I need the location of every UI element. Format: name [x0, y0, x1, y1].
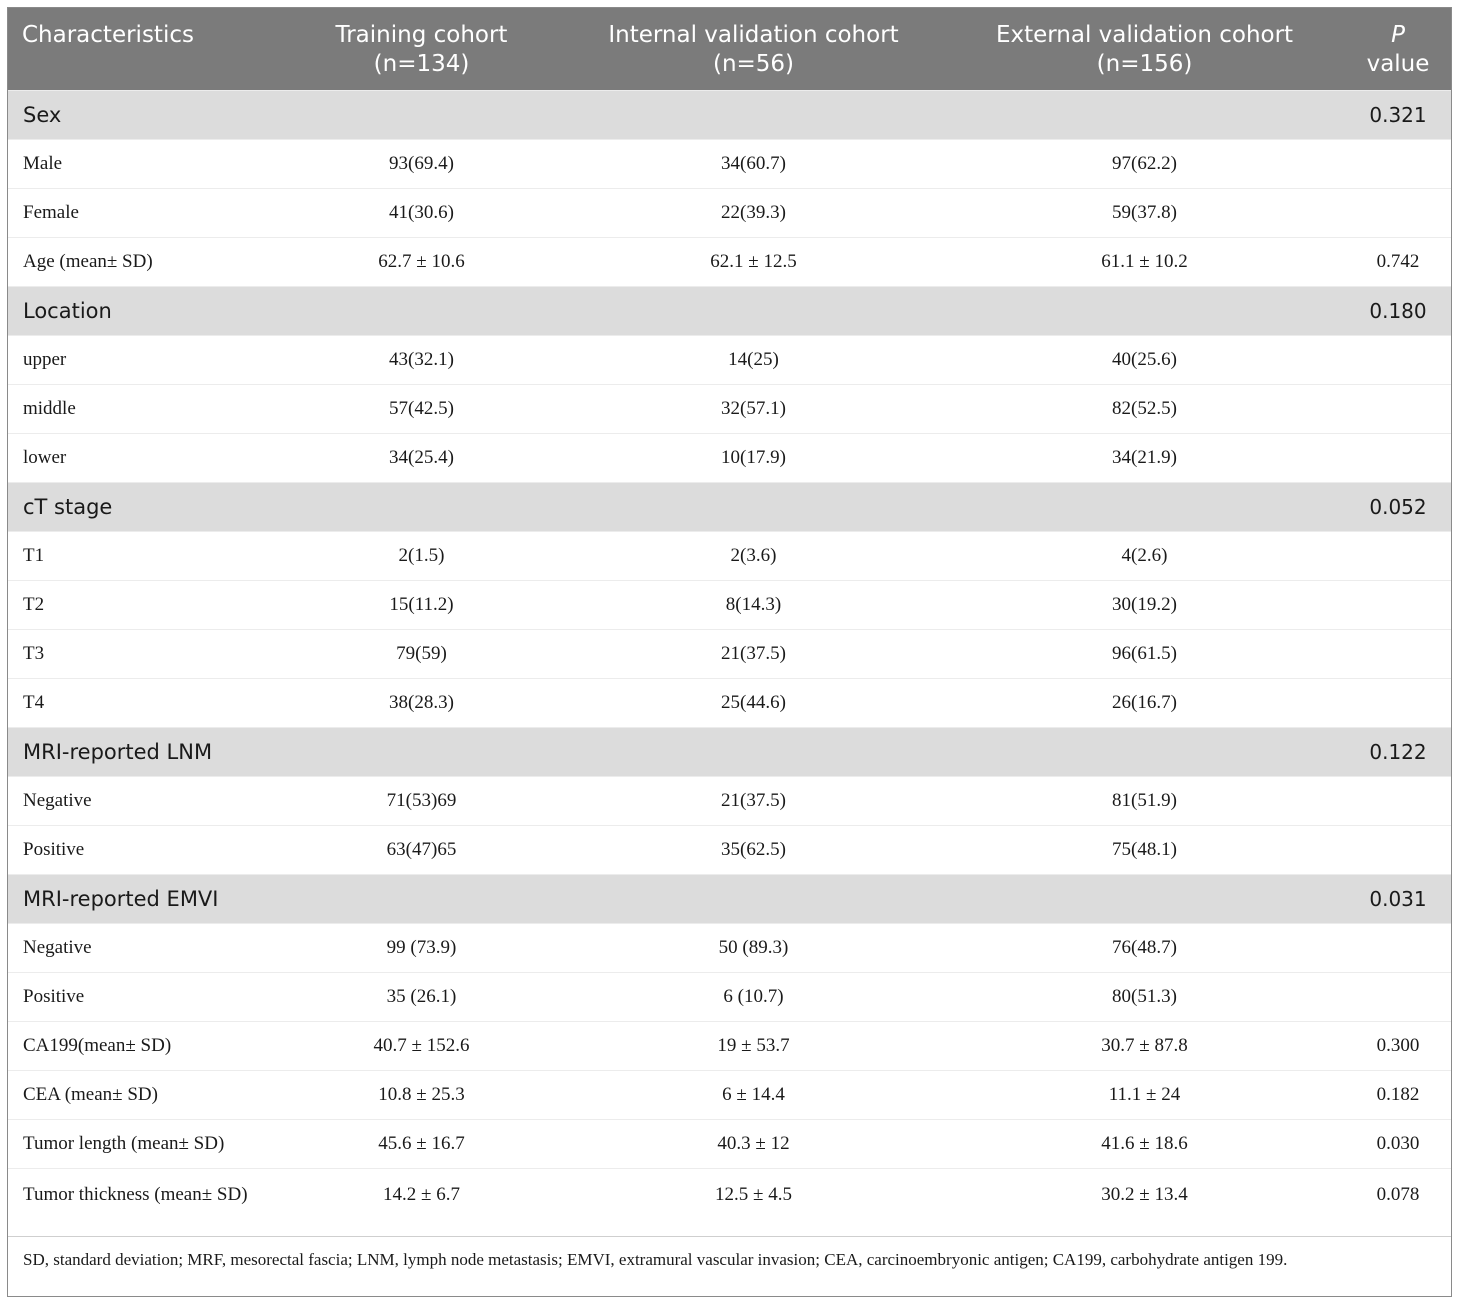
row-label: Tumor length (mean± SD) [23, 1132, 225, 1154]
row-label: T1 [23, 544, 45, 566]
table-row [8, 678, 1451, 727]
cell-training: 57(42.5) [389, 397, 454, 419]
cell-external: 75(48.1) [1112, 838, 1177, 860]
cell-p-value [1345, 335, 1451, 384]
cell-training: 43(32.1) [389, 348, 454, 370]
cell-p-value [1345, 531, 1451, 580]
cell-training: 2(1.5) [398, 544, 445, 566]
cell-p-value [1345, 923, 1451, 972]
cell-internal [563, 482, 944, 531]
cell-training: 10.8 ± 25.3 [378, 1083, 465, 1105]
cell-training [280, 727, 563, 776]
header-training-line1: Training cohort [335, 22, 508, 48]
header-training-line2: (n=134) [373, 51, 470, 77]
cell-p-value [1345, 188, 1451, 237]
cell-p-value [1345, 972, 1451, 1021]
cell-external: 81(51.9) [1112, 789, 1177, 811]
cell-training: 93(69.4) [389, 152, 454, 174]
cell-internal: 50 (89.3) [718, 936, 789, 958]
cell-external: 30.7 ± 87.8 [1101, 1034, 1188, 1056]
cell-internal: 35(62.5) [721, 838, 786, 860]
cell-external: 30(19.2) [1112, 593, 1177, 615]
cell-external: 80(51.3) [1112, 985, 1177, 1007]
row-label: upper [23, 348, 67, 370]
header-training-cohort [280, 8, 563, 90]
cell-external: 82(52.5) [1112, 397, 1177, 419]
header-p-value [1345, 8, 1451, 90]
cell-p-value [1345, 384, 1451, 433]
table-row [8, 923, 1451, 972]
row-label: CEA (mean± SD) [23, 1083, 158, 1105]
row-label: Negative [23, 936, 92, 958]
row-label: T4 [23, 691, 45, 713]
table-row [8, 384, 1451, 433]
cell-p-value [1345, 629, 1451, 678]
row-label: Location [23, 298, 112, 323]
header-internal-line2: (n=56) [712, 51, 795, 77]
header-external-line1: External validation cohort [995, 22, 1294, 48]
cell-external: 30.2 ± 13.4 [1101, 1183, 1188, 1205]
cell-p-value [1345, 139, 1451, 188]
cell-p-value: 0.321 [1369, 102, 1427, 127]
cell-internal: 21(37.5) [721, 789, 786, 811]
cell-external: 11.1 ± 24 [1108, 1083, 1181, 1105]
cell-external [944, 727, 1345, 776]
cell-internal: 32(57.1) [721, 397, 786, 419]
cell-p-value [1345, 825, 1451, 874]
cell-training [280, 874, 563, 923]
row-label: lower [23, 446, 67, 468]
row-label: Female [23, 201, 79, 223]
row-label: Male [23, 152, 63, 174]
footnote-row [8, 1236, 1451, 1284]
row-label: Positive [23, 838, 85, 860]
cell-internal: 14(25) [728, 348, 779, 370]
row-label: cT stage [23, 494, 113, 519]
cell-p-value: 0.030 [1376, 1132, 1420, 1154]
cell-training: 62.7 ± 10.6 [378, 250, 465, 272]
cell-internal: 62.1 ± 12.5 [710, 250, 797, 272]
table-row [8, 237, 1451, 286]
cell-external: 34(21.9) [1112, 446, 1177, 468]
table-row [8, 1070, 1451, 1119]
group-row [8, 874, 1451, 923]
header-p-line1: P [1391, 22, 1405, 48]
cell-internal: 6 (10.7) [723, 985, 784, 1007]
header-row [8, 8, 1451, 90]
group-row [8, 90, 1451, 139]
cell-p-value: 0.182 [1376, 1083, 1420, 1105]
group-row [8, 286, 1451, 335]
cell-external: 40(25.6) [1112, 348, 1177, 370]
header-characteristics: Characteristics [22, 22, 194, 48]
table-footer [8, 1236, 1451, 1284]
table-row [8, 972, 1451, 1021]
header-p-line2: value [1366, 51, 1430, 77]
header-internal-line1: Internal validation cohort [608, 22, 899, 48]
cell-training: 41(30.6) [389, 201, 454, 223]
table-row [8, 1021, 1451, 1070]
group-row [8, 482, 1451, 531]
group-row [8, 727, 1451, 776]
cell-p-value: 0.052 [1369, 494, 1427, 519]
cell-training: 63(47)65 [386, 838, 457, 860]
row-label: CA199(mean± SD) [23, 1034, 172, 1056]
row-label: middle [23, 397, 76, 419]
row-label: Age (mean± SD) [23, 250, 153, 272]
cell-training [280, 286, 563, 335]
cell-training: 45.6 ± 16.7 [378, 1132, 465, 1154]
cell-internal [563, 286, 944, 335]
cell-p-value [1345, 580, 1451, 629]
cell-external [944, 286, 1345, 335]
cell-training: 14.2 ± 6.7 [383, 1183, 460, 1205]
cell-training: 15(11.2) [389, 593, 454, 615]
row-label: Tumor thickness (mean± SD) [23, 1183, 248, 1205]
cell-external: 76(48.7) [1112, 936, 1177, 958]
table-row [8, 580, 1451, 629]
header-external-line2: (n=156) [1096, 51, 1193, 77]
cell-external: 61.1 ± 10.2 [1101, 250, 1188, 272]
cell-external [944, 482, 1345, 531]
cell-p-value: 0.122 [1369, 739, 1427, 764]
table-header [8, 8, 1451, 90]
cell-external [944, 90, 1345, 139]
cell-p-value [1345, 776, 1451, 825]
cell-external: 4(2.6) [1121, 544, 1168, 566]
cell-internal [563, 727, 944, 776]
cell-internal: 22(39.3) [721, 201, 786, 223]
cell-internal [563, 874, 944, 923]
row-label: Positive [23, 985, 85, 1007]
cell-p-value: 0.742 [1376, 250, 1420, 272]
row-label: Sex [23, 102, 62, 127]
table-row [8, 1119, 1451, 1168]
cell-p-value: 0.078 [1376, 1183, 1420, 1205]
footnote: SD, standard deviation; MRF, mesorectal fascia; LNM, lymph node metastasis; EMVI, extramural vascular invasion; CEA, carcinoembryonic antigen; CA199, carbohydrate antigen 199. [23, 1250, 1288, 1270]
table-row [8, 531, 1451, 580]
row-label: MRI-reported LNM [23, 739, 213, 764]
table-body [8, 90, 1451, 1236]
cell-internal: 12.5 ± 4.5 [715, 1183, 792, 1205]
row-label: MRI-reported EMVI [23, 886, 219, 911]
table-row [8, 139, 1451, 188]
cell-internal: 34(60.7) [721, 152, 786, 174]
cell-p-value: 0.031 [1369, 886, 1427, 911]
header-external-cohort [944, 8, 1345, 90]
table-row [8, 335, 1451, 384]
cell-external: 59(37.8) [1112, 201, 1177, 223]
cell-p-value [1345, 433, 1451, 482]
cell-p-value: 0.300 [1376, 1034, 1420, 1056]
cell-internal: 21(37.5) [721, 642, 786, 664]
cell-external: 41.6 ± 18.6 [1101, 1132, 1188, 1154]
cell-internal: 8(14.3) [725, 593, 782, 615]
cell-internal: 2(3.6) [730, 544, 777, 566]
cell-training: 79(59) [396, 642, 447, 664]
cell-external: 97(62.2) [1112, 152, 1177, 174]
cell-internal: 40.3 ± 12 [717, 1132, 790, 1154]
cell-training: 71(53)69 [386, 789, 457, 811]
cell-training: 38(28.3) [389, 691, 454, 713]
cell-training: 40.7 ± 152.6 [373, 1034, 470, 1056]
row-label: T2 [23, 593, 45, 615]
table-row [8, 188, 1451, 237]
table-row [8, 629, 1451, 678]
cell-internal: 19 ± 53.7 [717, 1034, 790, 1056]
cell-p-value: 0.180 [1369, 298, 1427, 323]
cell-internal [563, 90, 944, 139]
cell-external: 26(16.7) [1112, 691, 1177, 713]
cell-internal: 25(44.6) [721, 691, 786, 713]
table-row [8, 433, 1451, 482]
cell-training [280, 482, 563, 531]
characteristics-table [8, 8, 1451, 1284]
table-row [8, 825, 1451, 874]
cell-training: 34(25.4) [389, 446, 454, 468]
row-label: Negative [23, 789, 92, 811]
cell-training [280, 90, 563, 139]
row-label: T3 [23, 642, 45, 664]
table-row [8, 776, 1451, 825]
table-row [8, 1168, 1451, 1236]
cell-external: 96(61.5) [1112, 642, 1177, 664]
cell-external [944, 874, 1345, 923]
cell-internal: 6 ± 14.4 [722, 1083, 785, 1105]
header-internal-cohort [563, 8, 944, 90]
cell-training: 35 (26.1) [386, 985, 457, 1007]
cell-internal: 10(17.9) [721, 446, 786, 468]
cell-training: 99 (73.9) [386, 936, 457, 958]
cell-p-value [1345, 678, 1451, 727]
table-frame [7, 7, 1452, 1297]
